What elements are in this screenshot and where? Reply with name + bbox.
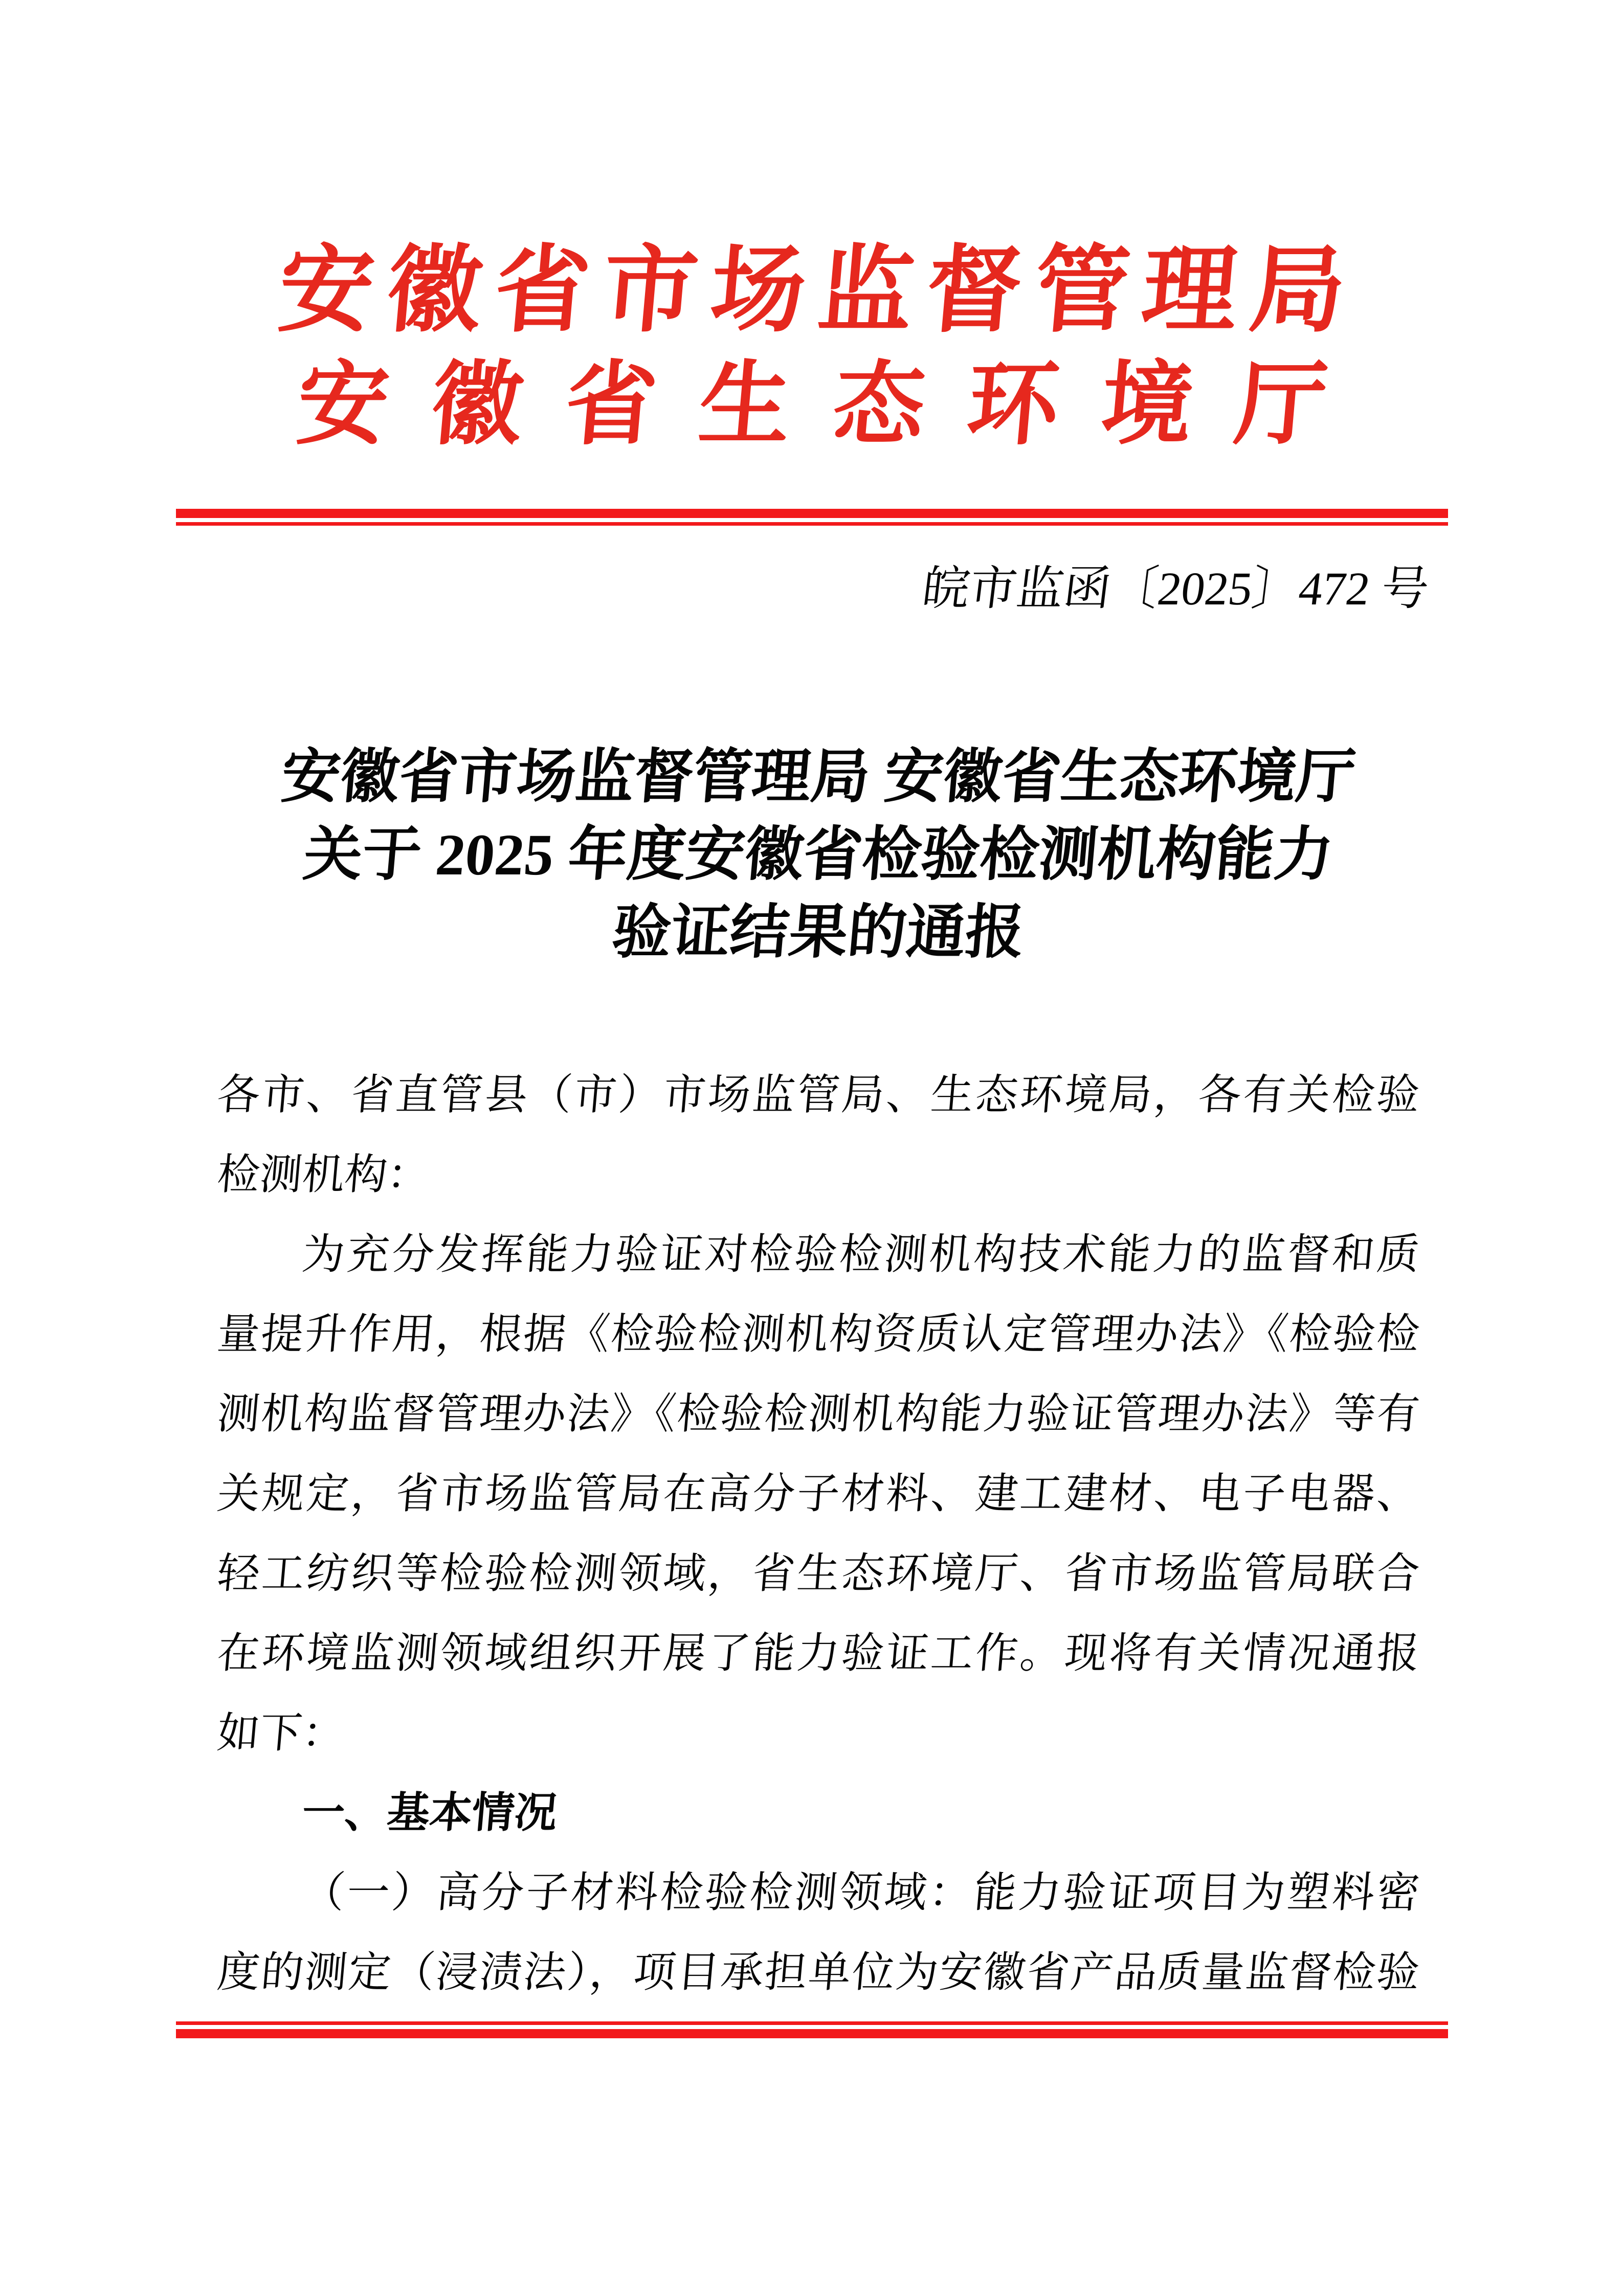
body-line: （一）高分子材料检验检测领域：能力验证项目为塑料密 — [300, 1869, 1422, 1916]
body-line: 为充分发挥能力验证对检验检测机构技术能力的监督和质 — [300, 1231, 1422, 1278]
title-line-3: 验证结果的通报 — [609, 900, 1028, 965]
body-line: 测机构监督管理办法》《检验检测机构能力验证管理办法》等有 — [215, 1390, 1422, 1437]
org-name-line-2: 安徽省生态环境厅 — [293, 354, 1374, 456]
body-line: 检测机构： — [215, 1151, 432, 1198]
title-line-2: 关于 2025 年度安徽省检验检测机构能力 — [301, 822, 1336, 887]
document-body — [215, 1055, 1422, 2012]
title-line-1: 安徽省市场监督管理局 安徽省生态环境厅 — [279, 745, 1358, 809]
footer-rule-thick — [176, 2029, 1448, 2038]
body-line: 如下： — [215, 1709, 347, 1757]
header-rule-thin — [176, 522, 1448, 526]
document-title — [217, 738, 1419, 972]
body-line: 关规定，省市场监管局在高分子材料、建工建材、电子电器、 — [215, 1470, 1422, 1517]
body-line: 各市、省直管县（市）市场监管局、生态环境局，各有关检验 — [215, 1071, 1422, 1118]
body-line: 量提升作用，根据《检验检测机构资质认定管理办法》《检验检 — [215, 1311, 1422, 1358]
footer-rule-thin — [176, 2021, 1448, 2025]
letterhead — [0, 0, 1624, 460]
body-line: 在环境监测领域组织开展了能力验证工作。现将有关情况通报 — [215, 1630, 1422, 1677]
header-double-rule — [176, 509, 1448, 526]
header-rule-gap — [176, 518, 1448, 522]
body-line: 度的测定（浸渍法），项目承担单位为安徽省产品质量监督检验 — [215, 1949, 1422, 1996]
section-heading: 一、基本情况 — [300, 1789, 560, 1836]
body-line: 轻工纺织等检验检测领域，省生态环境厅、省市场监管局联合 — [215, 1550, 1422, 1597]
document-number: 皖市监函〔2025〕472 号 — [919, 562, 1432, 615]
org-name-line-1: 安徽省市场监督管理局 — [274, 239, 1363, 344]
header-rule-thick — [176, 509, 1448, 518]
footer-double-rule — [176, 2021, 1448, 2038]
footer-rule-gap — [176, 2025, 1448, 2029]
